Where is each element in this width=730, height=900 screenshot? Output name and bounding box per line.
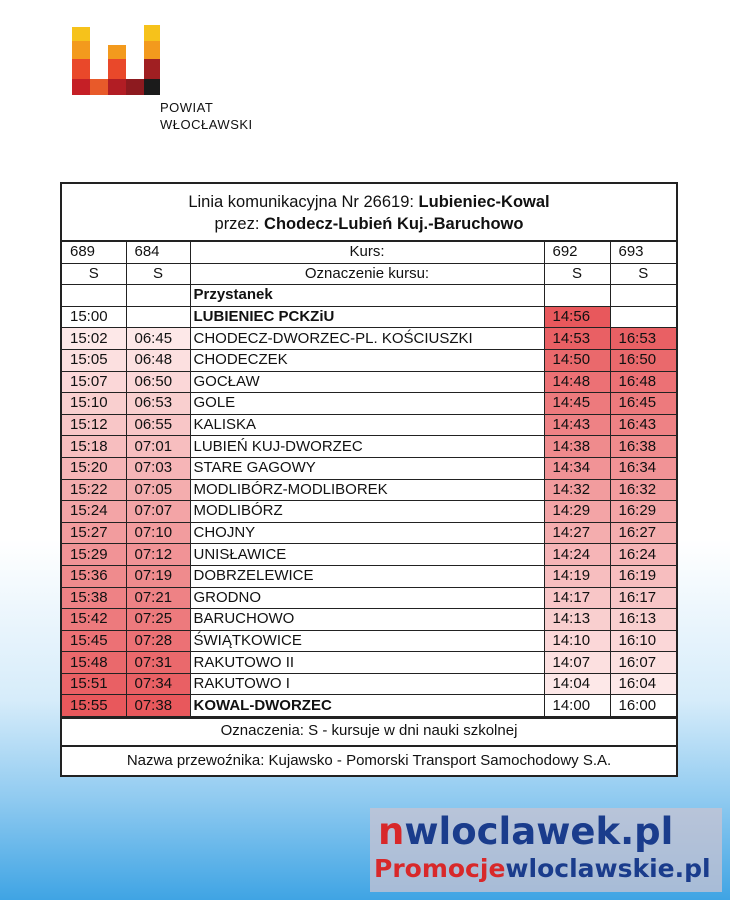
- time-689: 15:18: [62, 436, 126, 458]
- timetable-row: [62, 652, 676, 674]
- stop-name: STARE GAGOWY: [190, 457, 544, 479]
- timetable-row: [62, 673, 676, 695]
- stop-name: RAKUTOWO I: [190, 673, 544, 695]
- time-693: 16:19: [610, 565, 676, 587]
- time-692: 14:45: [544, 393, 610, 415]
- time-692: 14:04: [544, 673, 610, 695]
- stop-name: LUBIENIEC PCKZiU: [190, 306, 544, 328]
- line-title: [62, 191, 676, 213]
- stop-name: GOCŁAW: [190, 371, 544, 393]
- stop-name: DOBRZELEWICE: [190, 565, 544, 587]
- time-689: 15:24: [62, 501, 126, 523]
- timetable-grid: [62, 242, 676, 717]
- time-692: 14:10: [544, 630, 610, 652]
- time-684: 07:25: [126, 609, 190, 631]
- timetable-row: [62, 695, 676, 717]
- time-693: 16:13: [610, 609, 676, 631]
- time-684: 06:55: [126, 414, 190, 436]
- stop-name: GOLE: [190, 393, 544, 415]
- time-689: 15:42: [62, 609, 126, 631]
- stop-name: CHODECZ-DWORZEC-PL. KOŚCIUSZKI: [190, 328, 544, 350]
- time-689: 15:51: [62, 673, 126, 695]
- logo-text: [160, 99, 253, 133]
- logo-line1: POWIAT: [160, 100, 214, 115]
- mark-label: Oznaczenie kursu:: [190, 263, 544, 285]
- time-689: 15:12: [62, 414, 126, 436]
- course-684: 684: [126, 242, 190, 263]
- mark-684: S: [126, 263, 190, 285]
- empty-cell: [544, 285, 610, 307]
- watermark: [370, 808, 722, 892]
- time-689: 15:02: [62, 328, 126, 350]
- timetable-row: [62, 587, 676, 609]
- time-684: 06:50: [126, 371, 190, 393]
- time-693: 16:32: [610, 479, 676, 501]
- time-684: 06:45: [126, 328, 190, 350]
- time-684: 07:38: [126, 695, 190, 717]
- time-684: 07:28: [126, 630, 190, 652]
- time-692: 14:00: [544, 695, 610, 717]
- timetable-row: [62, 609, 676, 631]
- time-693: 16:43: [610, 414, 676, 436]
- time-684: 06:53: [126, 393, 190, 415]
- stop-name: MODLIBÓRZ: [190, 501, 544, 523]
- time-689: 15:55: [62, 695, 126, 717]
- time-689: 15:05: [62, 349, 126, 371]
- course-692: 692: [544, 242, 610, 263]
- time-693: 16:34: [610, 457, 676, 479]
- time-692: 14:43: [544, 414, 610, 436]
- time-684: 07:21: [126, 587, 190, 609]
- time-692: 14:07: [544, 652, 610, 674]
- time-684: 07:19: [126, 565, 190, 587]
- stop-name: GRODNO: [190, 587, 544, 609]
- time-693: [610, 306, 676, 328]
- line-via-prefix: przez:: [214, 215, 265, 233]
- time-692: 14:27: [544, 522, 610, 544]
- timetable-row: [62, 306, 676, 328]
- course-label: Kurs:: [190, 242, 544, 263]
- time-693: 16:10: [610, 630, 676, 652]
- time-693: 16:45: [610, 393, 676, 415]
- time-693: 16:17: [610, 587, 676, 609]
- time-692: 14:38: [544, 436, 610, 458]
- stop-name: BARUCHOWO: [190, 609, 544, 631]
- time-692: 14:50: [544, 349, 610, 371]
- time-689: 15:20: [62, 457, 126, 479]
- course-689: 689: [62, 242, 126, 263]
- time-689: 15:48: [62, 652, 126, 674]
- timetable-row: [62, 328, 676, 350]
- stop-name: CHODECZEK: [190, 349, 544, 371]
- time-684: 07:34: [126, 673, 190, 695]
- line-via-route: Chodecz-Lubień Kuj.-Baruchowo: [264, 215, 524, 233]
- time-689: 15:22: [62, 479, 126, 501]
- empty-cell: [126, 285, 190, 307]
- time-693: 16:04: [610, 673, 676, 695]
- timetable-row: [62, 501, 676, 523]
- watermark-line2: [374, 854, 711, 883]
- time-693: 16:24: [610, 544, 676, 566]
- time-684: 07:31: [126, 652, 190, 674]
- powiat-logo-icon: [72, 25, 162, 97]
- stop-name: LUBIEŃ KUJ-DWORZEC: [190, 436, 544, 458]
- time-689: 15:29: [62, 544, 126, 566]
- time-692: 14:53: [544, 328, 610, 350]
- time-692: 14:32: [544, 479, 610, 501]
- line-title-prefix: Linia komunikacyjna Nr 26619:: [188, 193, 419, 211]
- time-689: 15:38: [62, 587, 126, 609]
- stop-name: MODLIBÓRZ-MODLIBOREK: [190, 479, 544, 501]
- time-684: 07:12: [126, 544, 190, 566]
- time-684: [126, 306, 190, 328]
- time-693: 16:38: [610, 436, 676, 458]
- time-689: 15:10: [62, 393, 126, 415]
- timetable-row: [62, 371, 676, 393]
- stop-name: KOWAL-DWORZEC: [190, 695, 544, 717]
- empty-cell: [610, 285, 676, 307]
- timetable-row: [62, 544, 676, 566]
- timetable-row: [62, 436, 676, 458]
- time-693: 16:48: [610, 371, 676, 393]
- carrier-name: Nazwa przewoźnika: Kujawsko - Pomorski Transport Samochodowy S.A.: [62, 745, 676, 775]
- time-692: 14:29: [544, 501, 610, 523]
- empty-cell: [62, 285, 126, 307]
- time-689: 15:27: [62, 522, 126, 544]
- time-689: 15:00: [62, 306, 126, 328]
- stop-name: KALISKA: [190, 414, 544, 436]
- watermark-promo: Promocje: [374, 854, 506, 883]
- mark-693: S: [610, 263, 676, 285]
- watermark-site2: wloclawskie.pl: [505, 854, 711, 883]
- time-692: 14:13: [544, 609, 610, 631]
- course-mark-row: [62, 263, 676, 285]
- logo-line2: WŁOCŁAWSKI: [160, 117, 253, 132]
- timetable-row: [62, 479, 676, 501]
- time-689: 15:07: [62, 371, 126, 393]
- stop-name: ŚWIĄTKOWICE: [190, 630, 544, 652]
- course-number-row: [62, 242, 676, 263]
- stop-name: UNISŁAWICE: [190, 544, 544, 566]
- time-692: 14:17: [544, 587, 610, 609]
- line-via: [62, 213, 676, 235]
- time-684: 07:10: [126, 522, 190, 544]
- time-692: 14:34: [544, 457, 610, 479]
- time-684: 07:03: [126, 457, 190, 479]
- time-693: 16:07: [610, 652, 676, 674]
- time-689: 15:45: [62, 630, 126, 652]
- timetable-row: [62, 414, 676, 436]
- time-684: 07:05: [126, 479, 190, 501]
- stops-label: Przystanek: [190, 285, 544, 307]
- timetable-row: [62, 457, 676, 479]
- time-689: 15:36: [62, 565, 126, 587]
- time-693: 16:50: [610, 349, 676, 371]
- timetable-row: [62, 349, 676, 371]
- watermark-n: n: [378, 810, 405, 853]
- watermark-site1: wloclawek.pl: [404, 810, 674, 853]
- timetable: [60, 182, 678, 777]
- legend: Oznaczenia: S - kursuje w dni nauki szkolnej: [62, 717, 676, 745]
- time-692: 14:24: [544, 544, 610, 566]
- time-693: 16:29: [610, 501, 676, 523]
- time-684: 07:07: [126, 501, 190, 523]
- time-684: 07:01: [126, 436, 190, 458]
- mark-689: S: [62, 263, 126, 285]
- time-692: 14:56: [544, 306, 610, 328]
- course-693: 693: [610, 242, 676, 263]
- time-693: 16:27: [610, 522, 676, 544]
- mark-692: S: [544, 263, 610, 285]
- stops-label-row: [62, 285, 676, 307]
- timetable-row: [62, 565, 676, 587]
- timetable-row: [62, 393, 676, 415]
- time-684: 06:48: [126, 349, 190, 371]
- line-title-route: Lubieniec-Kowal: [418, 193, 550, 211]
- stop-name: CHOJNY: [190, 522, 544, 544]
- stop-name: RAKUTOWO II: [190, 652, 544, 674]
- time-693: 16:53: [610, 328, 676, 350]
- timetable-header: [62, 184, 676, 242]
- timetable-row: [62, 630, 676, 652]
- time-693: 16:00: [610, 695, 676, 717]
- time-692: 14:19: [544, 565, 610, 587]
- watermark-line1: [378, 810, 673, 853]
- time-692: 14:48: [544, 371, 610, 393]
- timetable-row: [62, 522, 676, 544]
